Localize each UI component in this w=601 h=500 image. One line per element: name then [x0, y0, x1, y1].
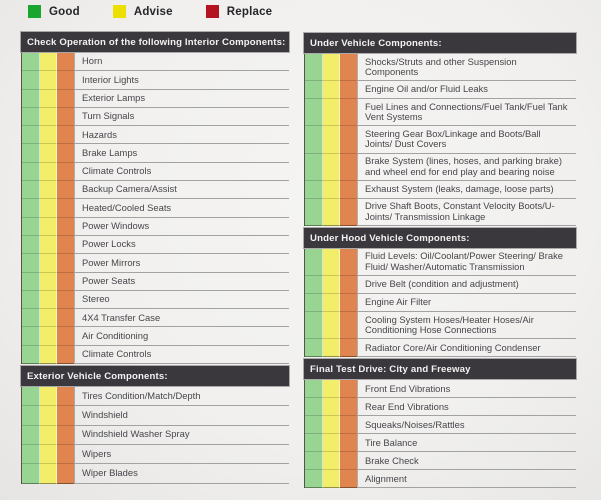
status-cell-good [22, 406, 40, 425]
status-cell-advise [40, 426, 58, 445]
row-label: Tire Balance [358, 434, 576, 452]
status-cell-advise [323, 276, 341, 294]
status-cells [304, 416, 358, 434]
status-cells [21, 254, 75, 272]
status-cell-advise [40, 90, 58, 108]
checklist-row [304, 452, 576, 470]
status-cells [304, 312, 358, 339]
status-cell-advise [323, 339, 341, 357]
row-label: 4X4 Transfer Case [75, 309, 289, 327]
status-cell-replace [340, 126, 357, 153]
status-cell-good [22, 108, 40, 126]
status-cell-replace [57, 273, 74, 291]
status-cells [21, 163, 75, 181]
row-label: Exterior Lamps [75, 90, 289, 108]
status-cell-good [22, 445, 40, 464]
row-label: Rear End Vibrations [358, 398, 576, 416]
left-column [21, 32, 289, 484]
checklist-row [304, 249, 576, 276]
status-cell-replace [340, 99, 357, 126]
section-header: Check Operation of the following Interior Components: [21, 32, 289, 52]
status-cells [304, 199, 358, 226]
row-label: Power Mirrors [75, 254, 289, 272]
status-cell-advise [323, 470, 341, 488]
checklist-row [304, 416, 576, 434]
status-cell-advise [40, 464, 58, 483]
checklist-row [304, 81, 576, 99]
status-cell-good [22, 236, 40, 254]
row-label: Fluid Levels: Oil/Coolant/Power Steering/ Brake Fluid/ Washer/Automatic Transmission [358, 249, 576, 276]
status-cell-good [305, 380, 323, 398]
checklist-section [21, 32, 289, 364]
checklist-row [304, 54, 576, 81]
status-cells [304, 294, 358, 312]
status-cell-good [22, 90, 40, 108]
checklist-row [21, 254, 289, 272]
status-cell-replace [340, 312, 357, 339]
status-cell-replace [340, 398, 357, 416]
status-cell-advise [323, 99, 341, 126]
status-cells [21, 291, 75, 309]
status-cell-replace [340, 199, 357, 226]
status-cell-advise [40, 254, 58, 272]
checklist-row [21, 406, 289, 425]
status-cell-good [305, 81, 323, 99]
status-cell-advise [40, 236, 58, 254]
row-label: Engine Oil and/or Fluid Leaks [358, 81, 576, 99]
status-cell-replace [340, 54, 357, 81]
legend-label: Replace [226, 5, 273, 18]
row-label: Cooling System Hoses/Heater Hoses/Air Conditioning Hose Connections [358, 312, 576, 339]
status-cell-good [22, 71, 40, 89]
status-cells [304, 398, 358, 416]
status-cell-good [22, 309, 40, 327]
checklist-row [304, 181, 576, 199]
legend-color-swatch [206, 5, 219, 18]
section-rows [21, 53, 289, 364]
status-cell-good [22, 464, 40, 483]
status-cell-advise [323, 416, 341, 434]
status-cells [304, 154, 358, 181]
status-cell-good [305, 470, 323, 488]
status-cell-good [305, 339, 323, 357]
status-cells [21, 327, 75, 345]
row-label: Brake System (lines, hoses, and parking brake) and wheel end for end play and bearing noise [358, 154, 576, 181]
row-label: Shocks/Struts and other Suspension Components [358, 54, 576, 81]
status-cell-advise [40, 144, 58, 162]
status-cell-good [305, 154, 323, 181]
row-label: Climate Controls [75, 163, 289, 181]
checklist-section [304, 228, 576, 357]
checklist-row [21, 53, 289, 71]
checklist-row [21, 236, 289, 254]
status-cell-advise [40, 163, 58, 181]
status-cell-replace [57, 387, 74, 406]
row-label: Steering Gear Box/Linkage and Boots/Ball Joints/ Dust Covers [358, 126, 576, 153]
status-cells [304, 470, 358, 488]
checklist-row [21, 90, 289, 108]
checklist-row [304, 126, 576, 153]
status-cells [304, 452, 358, 470]
status-cell-good [305, 312, 323, 339]
status-cell-replace [57, 126, 74, 144]
row-label: Brake Check [358, 452, 576, 470]
checklist-row [304, 276, 576, 294]
section-header: Under Vehicle Components: [304, 33, 576, 53]
row-label: Radiator Core/Air Conditioning Condenser [358, 339, 576, 357]
section-rows [304, 249, 576, 357]
status-cell-replace [57, 426, 74, 445]
status-cell-advise [323, 181, 341, 199]
status-cell-advise [323, 452, 341, 470]
status-cells [21, 108, 75, 126]
status-cell-advise [40, 71, 58, 89]
row-label: Squeaks/Noises/Rattles [358, 416, 576, 434]
section-header: Under Hood Vehicle Components: [304, 228, 576, 248]
legend-label: Advise [133, 5, 173, 18]
status-cells [21, 236, 75, 254]
row-label: Power Seats [75, 273, 289, 291]
checklist-row [304, 434, 576, 452]
row-label: Stereo [75, 291, 289, 309]
status-cell-good [305, 199, 323, 226]
status-cell-good [22, 181, 40, 199]
status-cell-replace [340, 294, 357, 312]
status-cell-replace [340, 339, 357, 357]
row-label: Interior Lights [75, 71, 289, 89]
checklist-row [21, 273, 289, 291]
row-label: Alignment [358, 470, 576, 488]
status-cells [21, 144, 75, 162]
status-cells [21, 71, 75, 89]
row-label: Turn Signals [75, 108, 289, 126]
section-rows [304, 54, 576, 226]
status-cell-good [22, 199, 40, 217]
checklist-row [21, 218, 289, 236]
status-cells [21, 53, 75, 71]
status-cells [21, 445, 75, 464]
checklist-row [304, 199, 576, 226]
status-cell-advise [40, 218, 58, 236]
row-label: Hazards [75, 126, 289, 144]
checklist-row [21, 126, 289, 144]
status-cell-good [22, 346, 40, 364]
row-label: Heated/Cooled Seats [75, 199, 289, 217]
status-cells [21, 218, 75, 236]
checklist-row [21, 426, 289, 445]
status-cell-advise [40, 327, 58, 345]
row-label: Engine Air Filter [358, 294, 576, 312]
status-cell-good [22, 254, 40, 272]
status-cell-good [22, 144, 40, 162]
status-cell-advise [323, 249, 341, 276]
status-cell-replace [57, 464, 74, 483]
row-label: Drive Shaft Boots, Constant Velocity Boots/U-Joints/ Transmission Linkage [358, 199, 576, 226]
checklist-section [304, 359, 576, 488]
status-cell-advise [40, 406, 58, 425]
status-cell-good [305, 126, 323, 153]
status-cell-advise [40, 387, 58, 406]
checklist-row [21, 71, 289, 89]
row-label: Brake Lamps [75, 144, 289, 162]
status-cell-good [305, 416, 323, 434]
status-cells [21, 464, 75, 483]
status-cell-good [22, 387, 40, 406]
status-cell-replace [57, 254, 74, 272]
status-cells [304, 126, 358, 153]
status-cell-replace [57, 445, 74, 464]
status-cell-good [22, 53, 40, 71]
section-header: Final Test Drive: City and Freeway [304, 359, 576, 379]
checklist-row [21, 327, 289, 345]
section-rows [304, 380, 576, 488]
status-cell-advise [40, 108, 58, 126]
status-cells [21, 181, 75, 199]
status-cell-replace [57, 236, 74, 254]
legend-item-replace [206, 5, 273, 18]
status-cell-advise [323, 294, 341, 312]
status-cells [21, 126, 75, 144]
checklist-row [21, 309, 289, 327]
status-cell-good [305, 398, 323, 416]
legend-item-advise [113, 5, 173, 18]
status-cells [21, 90, 75, 108]
status-cell-advise [323, 126, 341, 153]
status-cell-replace [57, 199, 74, 217]
checklist-section [21, 366, 289, 483]
checklist-row [21, 181, 289, 199]
checklist-row [304, 312, 576, 339]
checklist-row [304, 380, 576, 398]
status-cell-replace [57, 346, 74, 364]
row-label: Exhaust System (leaks, damage, loose parts) [358, 181, 576, 199]
row-label: Drive Belt (condition and adjustment) [358, 276, 576, 294]
row-label: Fuel Lines and Connections/Fuel Tank/Fuel Tank Vent Systems [358, 99, 576, 126]
status-cell-replace [57, 181, 74, 199]
checklist-row [21, 445, 289, 464]
status-cell-replace [340, 434, 357, 452]
checklist-row [304, 339, 576, 357]
row-label: Wipers [75, 445, 289, 464]
status-cells [304, 81, 358, 99]
status-cell-good [22, 126, 40, 144]
status-cell-good [305, 249, 323, 276]
row-label: Climate Controls [75, 346, 289, 364]
status-cell-replace [340, 181, 357, 199]
legend-label: Good [49, 5, 80, 18]
checklist-row [21, 163, 289, 181]
row-label: Windshield [75, 406, 289, 425]
status-cell-replace [57, 163, 74, 181]
status-cell-replace [340, 380, 357, 398]
legend-color-swatch [113, 5, 126, 18]
status-cell-good [305, 276, 323, 294]
row-label: Air Conditioning [75, 327, 289, 345]
status-cell-advise [323, 199, 341, 226]
status-cell-replace [340, 81, 357, 99]
checklist-row [21, 108, 289, 126]
row-label: Windshield Washer Spray [75, 426, 289, 445]
right-column [304, 33, 576, 488]
status-cell-replace [57, 309, 74, 327]
status-cell-good [22, 163, 40, 181]
status-cells [21, 406, 75, 425]
checklist-row [304, 294, 576, 312]
row-label: Horn [75, 53, 289, 71]
status-cell-good [22, 426, 40, 445]
status-cell-good [305, 434, 323, 452]
status-cells [21, 426, 75, 445]
status-cell-advise [323, 154, 341, 181]
status-cells [304, 54, 358, 81]
checklist-row [21, 464, 289, 483]
status-cell-advise [323, 398, 341, 416]
status-cell-good [22, 291, 40, 309]
status-cells [304, 249, 358, 276]
checklist-row [304, 398, 576, 416]
checklist-row [304, 470, 576, 488]
checklist-section [304, 33, 576, 226]
status-cell-good [22, 327, 40, 345]
legend-item-good [28, 5, 80, 18]
status-cells [21, 199, 75, 217]
status-cell-replace [57, 71, 74, 89]
status-cell-advise [40, 126, 58, 144]
status-cell-replace [340, 276, 357, 294]
status-cell-replace [57, 108, 74, 126]
status-cell-advise [40, 309, 58, 327]
status-cell-advise [40, 53, 58, 71]
checklist-row [21, 199, 289, 217]
status-cell-advise [40, 445, 58, 464]
checklist-row [21, 346, 289, 364]
status-cell-replace [340, 154, 357, 181]
status-cell-good [305, 181, 323, 199]
row-label: Power Locks [75, 236, 289, 254]
row-label: Tires Condition/Match/Depth [75, 387, 289, 406]
status-cells [21, 273, 75, 291]
status-cell-advise [40, 291, 58, 309]
status-cell-good [305, 294, 323, 312]
status-cells [304, 99, 358, 126]
status-cell-good [22, 273, 40, 291]
status-cell-replace [57, 327, 74, 345]
status-cells [304, 276, 358, 294]
legend [28, 5, 272, 18]
status-cell-advise [323, 54, 341, 81]
status-cells [304, 380, 358, 398]
row-label: Front End Vibrations [358, 380, 576, 398]
status-cell-replace [57, 406, 74, 425]
status-cell-advise [40, 346, 58, 364]
checklist-row [21, 387, 289, 406]
status-cell-advise [323, 312, 341, 339]
status-cell-advise [323, 81, 341, 99]
status-cell-advise [323, 380, 341, 398]
checklist-row [304, 99, 576, 126]
status-cell-replace [340, 470, 357, 488]
row-label: Wiper Blades [75, 464, 289, 483]
status-cell-advise [40, 181, 58, 199]
status-cell-good [22, 218, 40, 236]
status-cell-advise [40, 199, 58, 217]
status-cell-replace [57, 53, 74, 71]
status-cell-good [305, 452, 323, 470]
status-cell-good [305, 99, 323, 126]
status-cell-replace [340, 249, 357, 276]
status-cells [21, 309, 75, 327]
checklist-row [21, 144, 289, 162]
section-rows [21, 387, 289, 483]
status-cell-advise [40, 273, 58, 291]
status-cell-good [305, 54, 323, 81]
status-cell-replace [340, 416, 357, 434]
status-cell-replace [57, 144, 74, 162]
status-cell-replace [57, 90, 74, 108]
status-cell-replace [340, 452, 357, 470]
row-label: Power Windows [75, 218, 289, 236]
status-cells [304, 339, 358, 357]
status-cells [21, 346, 75, 364]
checklist-row [304, 154, 576, 181]
status-cell-replace [57, 218, 74, 236]
row-label: Backup Camera/Assist [75, 181, 289, 199]
status-cells [304, 181, 358, 199]
status-cell-advise [323, 434, 341, 452]
status-cell-replace [57, 291, 74, 309]
status-cells [21, 387, 75, 406]
status-cells [304, 434, 358, 452]
legend-color-swatch [28, 5, 41, 18]
checklist-row [21, 291, 289, 309]
section-header: Exterior Vehicle Components: [21, 366, 289, 386]
